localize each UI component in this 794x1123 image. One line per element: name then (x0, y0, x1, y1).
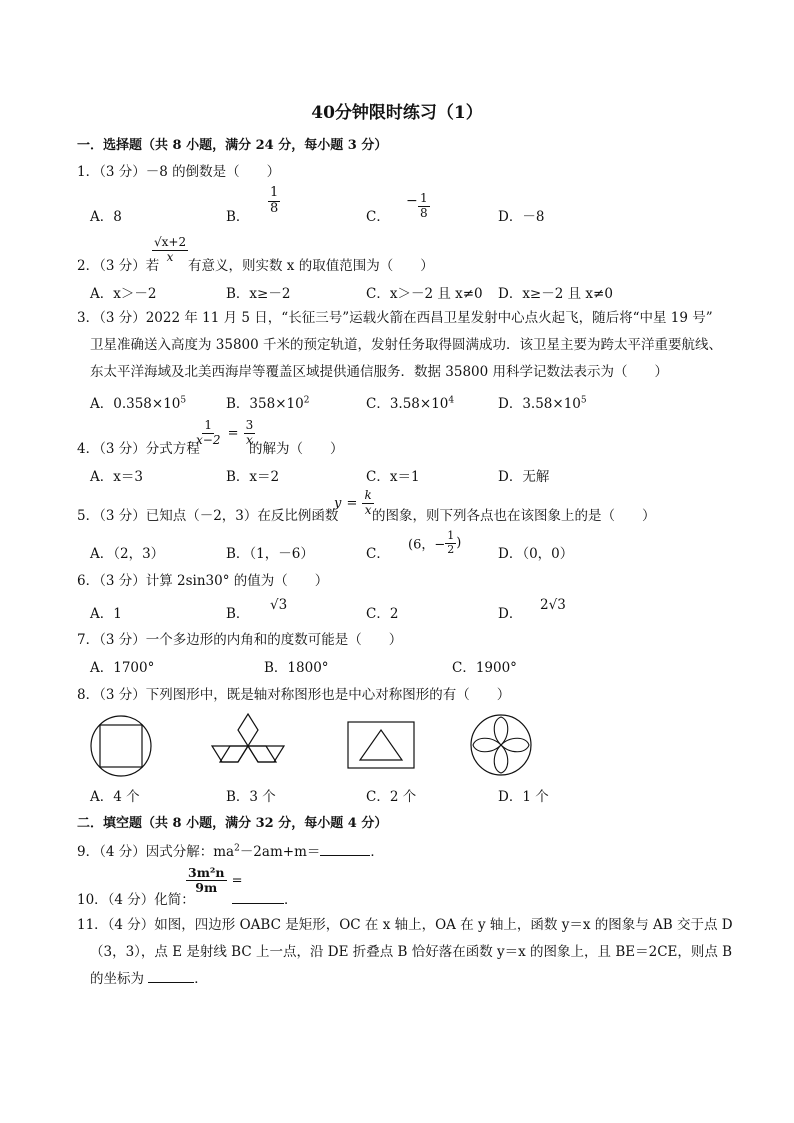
minus-sign: − (406, 193, 418, 209)
question-11-line-3 (90, 968, 208, 991)
question-10-stem-prefix: 10．（4 分）化简： (77, 892, 195, 908)
stem-prefix: 9．（4 分）因式分解：ma (77, 844, 235, 860)
question-2-stem-prefix: 2．（3 分）若 (77, 258, 160, 274)
fraction-denominator: 8 (420, 205, 428, 220)
answer-blank[interactable] (148, 970, 194, 983)
question-2-option-c: C．x＞－2 且 x≠0 (366, 286, 483, 302)
fraction-numerator: 3 (245, 418, 254, 432)
question-1-option-b-fraction (268, 186, 280, 217)
question-2-stem-suffix: 有意义，则实数 x 的取值范围为（ ） (188, 258, 434, 274)
equals-sign: = (231, 873, 243, 889)
exponent: 4 (448, 395, 455, 406)
variable-y: y (334, 495, 342, 511)
question-7-stem: 7．（3 分）一个多边形的内角和的度数可能是（ ） (77, 632, 403, 648)
fraction-numerator: 1 (420, 191, 428, 205)
question-6-option-d: D． (498, 606, 523, 622)
figure-circle-with-square (88, 714, 156, 778)
question-3-line-2: 卫星准确送入高度为 35800 千米的预定轨道，发射任务取得圆满成功．该卫星主要为跨太平洋重要航线、 (90, 337, 723, 353)
fraction-denominator: 8 (270, 200, 279, 216)
question-2-option-b: B．x≥－2 (226, 286, 291, 302)
question-1-stem: 1．（3 分）－8 的倒数是（ ） (77, 164, 281, 180)
question-8-option-a: A．4 个 (90, 789, 140, 805)
fraction-denominator: 2 (447, 542, 455, 556)
question-5-option-d: D．（0，0） (498, 546, 574, 562)
question-1-option-d: D．－8 (498, 209, 545, 225)
fraction-numerator: √x+2 (154, 235, 187, 249)
option-text: C．3.58×10 (366, 396, 449, 412)
fraction-numerator: 3m²n (188, 865, 225, 880)
stem-middle: －2am+m＝ (239, 844, 321, 860)
option-text: B．358×10 (226, 396, 304, 412)
section-heading-choice: 一．选择题（共 8 小题，满分 24 分，每小题 3 分） (77, 138, 388, 153)
question-1-option-b: B． (226, 209, 250, 225)
question-5-option-c-point (408, 530, 461, 556)
fraction-numerator: 1 (447, 529, 455, 542)
question-3-option-a (90, 392, 186, 412)
option-text: D．3.58×10 (498, 396, 581, 412)
answer-blank[interactable] (320, 843, 370, 856)
question-3-option-b (226, 392, 309, 412)
question-4-option-c: C．x＝1 (366, 469, 420, 485)
stem-suffix: ． (370, 844, 384, 860)
answer-blank[interactable] (232, 891, 284, 904)
question-2-option-a: A．x＞－2 (90, 286, 157, 302)
question-11-line-1: 11．（4 分）如图，四边形 OABC 是矩形，OC 在 x 轴上，OA 在 y 轴上，函数 y＝x 的图象与 AB 交于点 D (77, 917, 733, 933)
question-5-option-a: A．（2，3） (90, 546, 165, 562)
question-7-option-b: B．1800° (264, 660, 329, 676)
question-3-option-c (366, 392, 454, 412)
option-text: A．0.358×10 (90, 396, 181, 412)
question-4-equation (194, 419, 255, 448)
fraction-denominator: x (364, 502, 372, 517)
question-1-option-a: A．8 (90, 209, 122, 225)
question-5-function (334, 489, 374, 518)
question-4-stem-prefix: 4．（3 分）分式方程 (77, 441, 200, 457)
exponent: 2 (303, 395, 310, 406)
point-suffix: ) (456, 535, 462, 551)
figure-rectangle-with-triangle (346, 720, 418, 772)
question-1-option-c-fraction (418, 192, 430, 221)
fraction-denominator: x (245, 432, 253, 447)
exponent: 5 (580, 395, 587, 406)
question-8-stem: 8．（3 分）下列图形中，既是轴对称图形也是中心对称图形的有（ ） (77, 687, 511, 703)
question-3-option-d (498, 392, 587, 412)
question-7-option-a: A．1700° (90, 660, 155, 676)
stem-suffix: ． (194, 971, 208, 987)
question-4-option-d: D．无解 (498, 469, 550, 485)
question-4-stem-suffix: 的解为（ ） (249, 441, 344, 457)
question-5-stem-suffix: 的图象，则下列各点也在该图象上的是（ ） (372, 508, 656, 524)
question-5-stem-prefix: 5．（3 分）已知点（－2，3）在反比例函数 (77, 508, 339, 524)
question-6-option-b-value: √3 (270, 597, 288, 613)
fraction-numerator: k (364, 488, 372, 502)
exponent: 5 (180, 395, 187, 406)
figure-three-rhombus (208, 712, 288, 772)
fraction-denominator: 9m (195, 880, 218, 896)
stem-prefix: 的坐标为 (90, 971, 144, 987)
question-2-fraction (152, 236, 188, 265)
question-4-option-b: B．x＝2 (226, 469, 280, 485)
question-3-line-1: 3．（3 分）2022 年 11 月 5 日，“长征三号”运载火箭在西昌卫星发射中心点火起飞，随后将“中星 19 号” (77, 310, 713, 326)
fraction-numerator: 1 (204, 418, 213, 432)
question-6-option-d-value: 2√3 (540, 597, 566, 613)
question-6-stem: 6．（3 分）计算 2sin30° 的值为（ ） (77, 573, 329, 589)
question-6-option-c: C．2 (366, 606, 399, 622)
question-3-line-3: 东太平洋海域及北美西海岸等覆盖区域提供通信服务．数据 35800 用科学记数法表示为（ ） (90, 364, 669, 380)
question-4-option-a: A．x＝3 (90, 469, 143, 485)
question-6-option-b: B． (226, 606, 250, 622)
page-title: 40分钟限时练习（1） (311, 103, 483, 123)
point-prefix: (6，− (408, 537, 446, 553)
question-5-option-c: C． (366, 546, 390, 562)
section-heading-fill-in: 二．填空题（共 8 小题，满分 32 分，每小题 4 分） (77, 816, 388, 831)
question-2-option-d: D．x≥－2 且 x≠0 (498, 286, 613, 302)
question-10-answer (232, 888, 298, 908)
fraction-denominator: x (166, 249, 174, 264)
question-5-option-b: B．（1，－6） (226, 546, 314, 562)
equals-sign: = (227, 425, 239, 441)
fraction-denominator: x−2 (196, 432, 221, 447)
question-6-option-a: A．1 (90, 606, 122, 622)
question-8-option-b: B．3 个 (226, 789, 276, 805)
question-8-option-c: C．2 个 (366, 789, 417, 805)
figure-circle-with-petals (468, 712, 534, 778)
stem-suffix: ． (284, 892, 298, 908)
fraction-numerator: 1 (270, 185, 279, 200)
exponent: 2 (234, 843, 240, 854)
question-9-stem (77, 840, 384, 860)
question-11-line-2: （3，3），点 E 是射线 BC 上一点，沿 DE 折叠点 B 恰好落在函数 y＝x 的图象上，且 BE＝2CE，则点 B (90, 944, 733, 960)
question-8-option-d: D．1 个 (498, 789, 549, 805)
question-1-option-c: C． (366, 209, 390, 225)
question-7-option-c: C．1900° (452, 660, 517, 676)
equals-sign: = (346, 495, 358, 511)
